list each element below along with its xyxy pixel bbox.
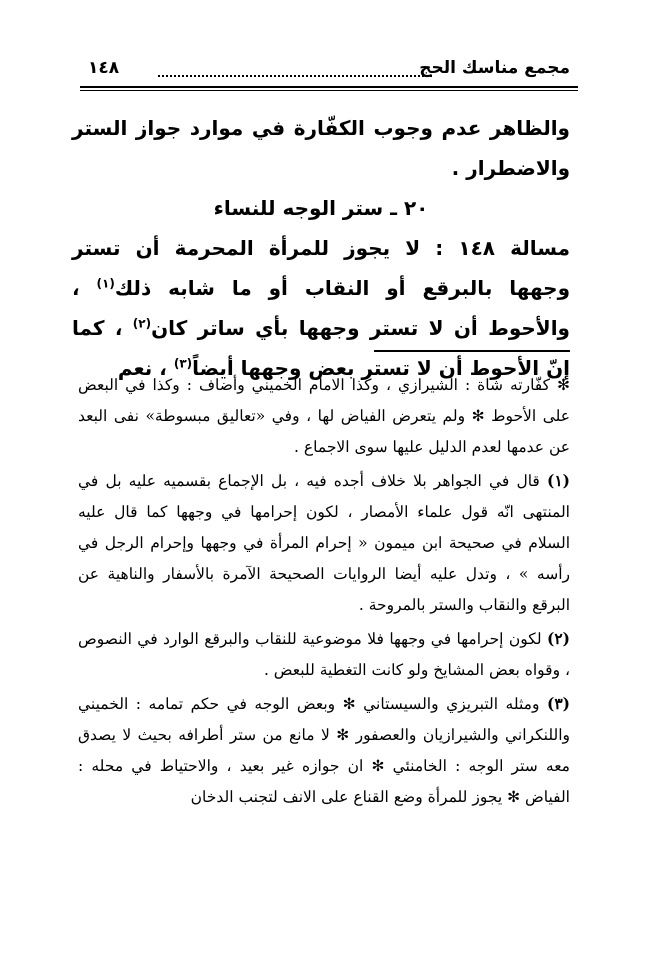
footnote-3-text: ومثله التبريزي والسيستاني ✻ وبعض الوجه في حكم تمامه : الخميني واللنكراني والشيرازيان والعصفور ✻ لا مانع من ستر أطرافه بحيث لا يصدق معه ستر الوجه : الخامنئي ✻ ان جوازه غير بعيد ، والاحتياط في محله : الفياض ✻ يجوز للمرأة وضع القناع على الانف لتجنب الدخان (78, 695, 570, 806)
intro-line: والظاهر عدم وجوب الكفّارة في موارد جواز الستر والاضطرار . (72, 116, 570, 180)
masala-paragraph (72, 228, 570, 388)
page-number: ١٤٨ (88, 58, 120, 78)
footnote-ref-2: (٢) (132, 316, 152, 331)
masala-label: مسالة ١٤٨ : (435, 236, 570, 260)
masala-text-4: ، نعم (117, 356, 167, 380)
footnote-3-number: (٣) (546, 694, 570, 713)
footnote-2 (78, 623, 570, 686)
footnote-3 (78, 688, 570, 813)
masala-text-1: لا يجوز للمرأة المحرمة أن تستر وجهها بالبرقع أو النقاب أو ما شابه ذلك (72, 236, 570, 300)
header-rule (80, 86, 578, 91)
footnote-2-number: (٢) (546, 629, 570, 648)
masala-text-3: ، كما إنّ الأحوط أن لا تستر بعض وجهها أيضاً (72, 316, 570, 380)
page-header (88, 54, 570, 82)
footnote-1-number: (١) (546, 471, 570, 490)
star-note: ✻ كفّارته شاة : الشيرازي ، وكذا الامام الخميني وأضاف : وكذا في البعض على الأحوط ✻ ولم يتعرض الفياض لها ، وفي «تعاليق مبسوطة» نفى البعد عن عدمها لعدم الدليل عليها سوى الاجماع . (78, 376, 570, 456)
main-text (72, 108, 570, 388)
footnotes (78, 370, 570, 815)
section-title: ٢٠ ـ ستر الوجه للنساء (213, 196, 429, 220)
footnote-1-text: قال في الجواهر بلا خلاف أجده فيه ، بل الإجماع بقسميه عليه بل في المنتهى انّه قول علماء الأمصار ، لكون إحرامها في وجهها كما قال عليه السلام في صحيحة ابن ميمون « إحرام المرأة في وجهها وإحرام الرجل في رأسه » ، وتدل عليه أيضا الروايات الصحيحة الآمرة بالأسفار والناهية عن البرقع والنقاب والستر بالمروحة . (78, 472, 570, 614)
footnote-2-text: لكون إحرامها في وجهها فلا موضوعية للنقاب والبرقع الوارد في النصوص ، وقواه بعض المشايخ ولو كانت التغطية للبعض . (78, 630, 570, 679)
footnote-1 (78, 465, 570, 621)
masala-text-2: ، والأحوط أن لا تستر وجهها بأي ساتر كان (72, 276, 570, 340)
footnote-ref-1: (١) (96, 276, 115, 291)
header-dotted-leader (158, 75, 432, 77)
running-title: مجمع مناسك الحج (419, 58, 570, 78)
footnote-separator (374, 350, 570, 352)
footnote-ref-3: (٣) (173, 356, 193, 371)
